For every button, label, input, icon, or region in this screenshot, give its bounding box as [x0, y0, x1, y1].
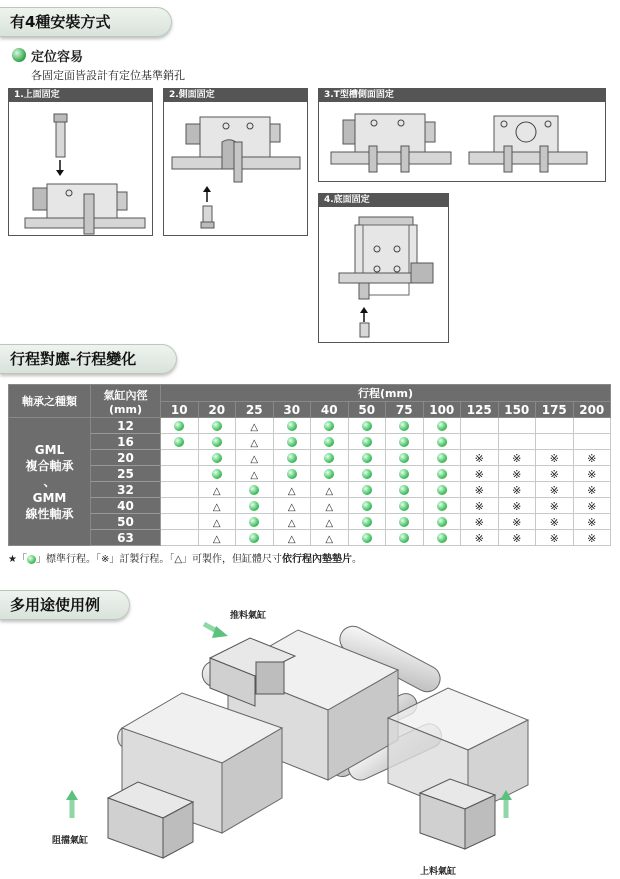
application-illustration — [0, 618, 620, 879]
stroke-cell — [498, 482, 536, 498]
standard-stroke-icon — [174, 421, 184, 431]
standard-stroke-icon — [249, 533, 259, 543]
stroke-cell — [348, 482, 386, 498]
standard-stroke-icon — [437, 421, 447, 431]
custom-stroke-icon: ※ — [549, 467, 559, 481]
standard-stroke-icon — [287, 437, 297, 447]
header-stroke: 行程(mm) — [161, 385, 611, 402]
standard-stroke-icon — [437, 437, 447, 447]
standard-stroke-icon — [399, 437, 409, 447]
stroke-header: 40 — [311, 402, 349, 418]
stroke-cell — [273, 418, 311, 434]
table-row — [9, 482, 611, 498]
standard-stroke-icon — [324, 469, 334, 479]
stroke-cell — [161, 450, 199, 466]
stroke-cell — [236, 418, 274, 434]
stroke-cell — [273, 530, 311, 546]
stroke-cell — [498, 450, 536, 466]
stroke-cell — [161, 466, 199, 482]
standard-stroke-icon — [362, 453, 372, 463]
standard-stroke-icon — [249, 501, 259, 511]
section-title-examples: 多用途使用例 — [0, 590, 130, 620]
stroke-cell — [348, 418, 386, 434]
stroke-cell — [386, 530, 424, 546]
stroke-cell — [273, 514, 311, 530]
standard-stroke-icon — [212, 437, 222, 447]
manufacturable-icon: △ — [250, 421, 259, 433]
stroke-cell — [461, 450, 499, 466]
side-mount-illustration — [164, 102, 309, 236]
custom-stroke-icon: ※ — [474, 515, 484, 529]
standard-stroke-icon — [287, 453, 297, 463]
stroke-cell — [161, 530, 199, 546]
standard-stroke-icon — [362, 421, 372, 431]
stroke-cell — [198, 418, 236, 434]
stroke-cell — [161, 514, 199, 530]
stroke-cell — [536, 466, 574, 482]
stroke-cell — [161, 434, 199, 450]
manufacturable-icon: △ — [287, 501, 296, 513]
stroke-cell — [311, 434, 349, 450]
stroke-cell — [536, 418, 574, 434]
section-title-mounting: 有4種安裝方式 — [0, 7, 172, 37]
custom-stroke-icon: ※ — [587, 467, 597, 481]
custom-stroke-icon: ※ — [512, 531, 522, 545]
table-row — [9, 466, 611, 482]
standard-stroke-icon — [324, 421, 334, 431]
manufacturable-icon: △ — [287, 533, 296, 545]
stroke-cell — [498, 418, 536, 434]
stroke-cell — [423, 498, 461, 514]
standard-stroke-icon — [212, 421, 222, 431]
stroke-header: 125 — [461, 402, 499, 418]
description-positioning: 各固定面皆設計有定位基準銷孔 — [31, 69, 185, 82]
stroke-cell — [198, 450, 236, 466]
standard-stroke-icon — [399, 453, 409, 463]
stroke-cell — [498, 514, 536, 530]
standard-stroke-icon — [437, 517, 447, 527]
stroke-cell — [236, 466, 274, 482]
stroke-cell — [236, 434, 274, 450]
stroke-cell — [573, 514, 611, 530]
manufacturable-icon: △ — [250, 469, 259, 481]
stroke-cell — [461, 514, 499, 530]
stroke-cell — [311, 482, 349, 498]
stroke-cell — [423, 450, 461, 466]
stroke-cell — [573, 450, 611, 466]
stroke-cell — [461, 482, 499, 498]
subtitle-positioning: 定位容易 — [31, 50, 84, 65]
tslot-mount-illustration — [319, 102, 607, 182]
stroke-cell — [311, 418, 349, 434]
manufacturable-icon: △ — [212, 517, 221, 529]
stroke-cell — [236, 514, 274, 530]
custom-stroke-icon: ※ — [512, 467, 522, 481]
stroke-cell — [461, 530, 499, 546]
stroke-cell — [461, 434, 499, 450]
standard-stroke-icon — [399, 533, 409, 543]
stroke-cell — [161, 498, 199, 514]
stroke-header: 175 — [536, 402, 574, 418]
stroke-cell — [536, 530, 574, 546]
standard-stroke-icon — [324, 453, 334, 463]
stroke-cell — [573, 434, 611, 450]
standard-stroke-icon — [362, 485, 372, 495]
custom-stroke-icon: ※ — [587, 531, 597, 545]
table-note: ★「 」標準行程。「※」訂製行程。「△」可製作，但缸體尺寸依行程內墊墊片。 — [8, 554, 363, 565]
standard-stroke-icon — [362, 501, 372, 511]
stroke-cell — [236, 450, 274, 466]
stroke-cell — [573, 466, 611, 482]
custom-stroke-icon: ※ — [549, 515, 559, 529]
stroke-cell — [536, 482, 574, 498]
stroke-cell — [573, 498, 611, 514]
header-bore: 氣缸內徑 (mm) — [91, 385, 161, 418]
standard-stroke-icon — [437, 469, 447, 479]
standard-stroke-icon — [362, 437, 372, 447]
panel-top-mount — [8, 88, 153, 236]
stroke-cell — [536, 450, 574, 466]
stroke-cell — [498, 466, 536, 482]
standard-stroke-icon — [437, 453, 447, 463]
stroke-cell — [198, 482, 236, 498]
manufacturable-icon: △ — [287, 485, 296, 497]
custom-stroke-icon: ※ — [549, 531, 559, 545]
manufacturable-icon: △ — [212, 501, 221, 513]
standard-stroke-icon — [249, 517, 259, 527]
standard-stroke-icon — [362, 517, 372, 527]
bore-cell: 63 — [91, 530, 161, 546]
manufacturable-icon: △ — [212, 533, 221, 545]
label-stopper-cylinder: 阻擋氣缸 — [52, 836, 89, 846]
stroke-cell — [348, 434, 386, 450]
standard-stroke-icon — [437, 485, 447, 495]
stroke-cell — [536, 514, 574, 530]
table-row — [9, 450, 611, 466]
manufacturable-icon: △ — [287, 517, 296, 529]
manufacturable-icon: △ — [325, 517, 334, 529]
section-title-stroke: 行程對應-行程變化 — [0, 344, 177, 374]
custom-stroke-icon: ※ — [512, 499, 522, 513]
manufacturable-icon: △ — [250, 453, 259, 465]
top-mount-illustration — [9, 102, 154, 236]
custom-stroke-icon: ※ — [549, 499, 559, 513]
bore-cell: 40 — [91, 498, 161, 514]
stroke-cell — [386, 498, 424, 514]
standard-stroke-icon — [249, 485, 259, 495]
table-row — [9, 498, 611, 514]
panel-title: 2.側面固定 — [164, 89, 307, 102]
stroke-cell — [198, 514, 236, 530]
standard-stroke-icon — [174, 437, 184, 447]
stroke-cell — [423, 514, 461, 530]
panel-side-mount — [163, 88, 308, 236]
stroke-cell — [573, 482, 611, 498]
standard-stroke-icon — [362, 469, 372, 479]
stroke-cell — [236, 530, 274, 546]
stroke-cell — [348, 514, 386, 530]
stroke-cell — [386, 450, 424, 466]
custom-stroke-icon: ※ — [587, 483, 597, 497]
bore-cell: 25 — [91, 466, 161, 482]
panel-title: 3.T型槽側面固定 — [319, 89, 605, 102]
stroke-table — [8, 384, 611, 546]
custom-stroke-icon: ※ — [512, 483, 522, 497]
stroke-cell — [161, 418, 199, 434]
stroke-cell — [573, 530, 611, 546]
bearing-type-label: GML 複合軸承 、 GMM 線性軸承 — [9, 418, 91, 546]
header-bearing: 軸承之種類 — [9, 385, 91, 418]
standard-stroke-icon — [212, 469, 222, 479]
bore-cell: 50 — [91, 514, 161, 530]
bore-cell: 12 — [91, 418, 161, 434]
table-row — [9, 514, 611, 530]
stroke-cell — [423, 530, 461, 546]
stroke-header: 10 — [161, 402, 199, 418]
stroke-cell — [348, 466, 386, 482]
stroke-cell — [348, 530, 386, 546]
stroke-cell — [498, 434, 536, 450]
stroke-cell — [348, 450, 386, 466]
stroke-cell — [161, 482, 199, 498]
custom-stroke-icon: ※ — [474, 483, 484, 497]
stroke-cell — [461, 498, 499, 514]
stroke-cell — [536, 498, 574, 514]
panel-title: 4.底面固定 — [319, 194, 448, 207]
stroke-cell — [573, 418, 611, 434]
custom-stroke-icon: ※ — [587, 451, 597, 465]
stroke-cell — [198, 530, 236, 546]
stroke-cell — [386, 434, 424, 450]
stroke-cell — [273, 466, 311, 482]
bottom-mount-illustration — [319, 207, 450, 343]
stroke-cell — [423, 466, 461, 482]
stroke-cell — [273, 482, 311, 498]
manufacturable-icon: △ — [250, 437, 259, 449]
stroke-header: 30 — [273, 402, 311, 418]
manufacturable-icon: △ — [325, 533, 334, 545]
stroke-cell — [311, 514, 349, 530]
stroke-cell — [386, 482, 424, 498]
stroke-header: 75 — [386, 402, 424, 418]
stroke-cell — [311, 450, 349, 466]
bullet-icon — [12, 48, 26, 62]
stroke-header: 100 — [423, 402, 461, 418]
stroke-cell — [423, 482, 461, 498]
stroke-header: 150 — [498, 402, 536, 418]
custom-stroke-icon: ※ — [512, 515, 522, 529]
standard-stroke-icon — [362, 533, 372, 543]
stroke-cell — [386, 514, 424, 530]
stroke-header: 50 — [348, 402, 386, 418]
table-row — [9, 418, 611, 434]
standard-stroke-icon — [399, 485, 409, 495]
stroke-cell — [348, 498, 386, 514]
stroke-cell — [386, 418, 424, 434]
custom-stroke-icon: ※ — [549, 483, 559, 497]
custom-stroke-icon: ※ — [474, 467, 484, 481]
standard-stroke-icon — [399, 517, 409, 527]
standard-stroke-icon — [287, 421, 297, 431]
label-push-cylinder: 推料氣缸 — [230, 611, 267, 621]
stroke-cell — [273, 434, 311, 450]
panel-tslot-mount — [318, 88, 606, 182]
custom-stroke-icon: ※ — [474, 531, 484, 545]
stroke-cell — [273, 450, 311, 466]
stroke-header: 25 — [236, 402, 274, 418]
stroke-cell — [498, 530, 536, 546]
stroke-cell — [236, 498, 274, 514]
stroke-cell — [536, 434, 574, 450]
standard-stroke-icon — [324, 437, 334, 447]
stroke-cell — [273, 498, 311, 514]
standard-stroke-icon — [399, 501, 409, 511]
custom-stroke-icon: ※ — [587, 499, 597, 513]
table-row — [9, 434, 611, 450]
custom-stroke-icon: ※ — [474, 499, 484, 513]
stroke-cell — [498, 498, 536, 514]
stroke-cell — [198, 466, 236, 482]
stroke-cell — [311, 530, 349, 546]
stroke-cell — [423, 418, 461, 434]
stroke-cell — [311, 498, 349, 514]
standard-stroke-icon — [437, 533, 447, 543]
standard-stroke-icon — [399, 469, 409, 479]
bore-cell: 32 — [91, 482, 161, 498]
stroke-header: 200 — [573, 402, 611, 418]
table-row — [9, 530, 611, 546]
manufacturable-icon: △ — [325, 501, 334, 513]
label-lift-cylinder: 上料氣缸 — [420, 867, 457, 877]
custom-stroke-icon: ※ — [549, 451, 559, 465]
bore-cell: 20 — [91, 450, 161, 466]
standard-stroke-icon — [437, 501, 447, 511]
standard-stroke-icon — [212, 453, 222, 463]
standard-stroke-icon — [287, 469, 297, 479]
stroke-cell — [198, 498, 236, 514]
stroke-cell — [311, 466, 349, 482]
stroke-header: 20 — [198, 402, 236, 418]
stroke-cell — [461, 418, 499, 434]
stroke-cell — [198, 434, 236, 450]
standard-stroke-icon — [399, 421, 409, 431]
stroke-cell — [423, 434, 461, 450]
panel-title: 1.上面固定 — [9, 89, 152, 102]
custom-stroke-icon: ※ — [587, 515, 597, 529]
panel-bottom-mount — [318, 193, 449, 343]
custom-stroke-icon: ※ — [474, 451, 484, 465]
standard-stroke-icon — [27, 555, 36, 564]
manufacturable-icon: △ — [212, 485, 221, 497]
stroke-cell — [236, 482, 274, 498]
stroke-cell — [461, 466, 499, 482]
custom-stroke-icon: ※ — [512, 451, 522, 465]
bore-cell: 16 — [91, 434, 161, 450]
stroke-cell — [386, 466, 424, 482]
manufacturable-icon: △ — [325, 485, 334, 497]
